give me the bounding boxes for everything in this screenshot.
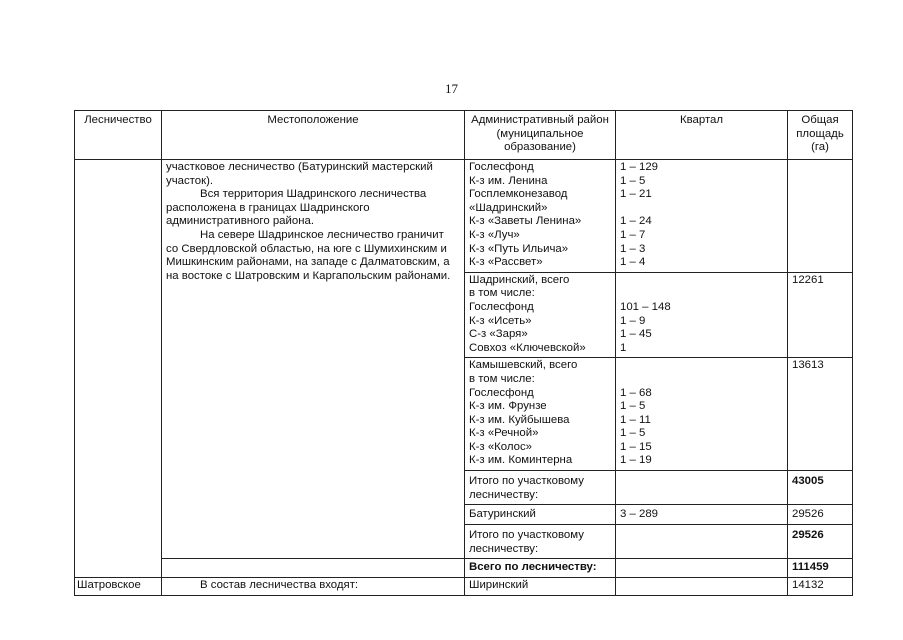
subtotal-area: 29526 — [788, 525, 853, 559]
quarter-item: 1 – 129 — [620, 161, 659, 173]
quarter-item: 1 – 4 — [620, 256, 646, 269]
quarter-item: 1 – 9 — [620, 314, 646, 327]
quarter-item: 1 – 21 — [620, 188, 652, 201]
table-row — [75, 160, 853, 273]
quarter-item: 1 – 7 — [620, 228, 646, 241]
quarter-cell — [616, 272, 788, 358]
quarter-item: 1 – 15 — [620, 440, 652, 453]
header-forestry: Лесничество — [75, 111, 162, 160]
quarter-item: 1 – 19 — [620, 454, 652, 467]
forestry-table — [74, 110, 853, 596]
district-item: К-з «Исеть» — [469, 314, 532, 327]
area-cell — [788, 160, 853, 273]
quarter-item — [620, 202, 783, 216]
district-item: К-з «Путь Ильича» — [469, 242, 569, 255]
quarter-cell — [616, 471, 788, 505]
quarter-item: 1 – 24 — [620, 215, 652, 228]
district-item: Гослесфонд — [469, 300, 534, 313]
district-item: К-з им. Коминтерна — [469, 454, 573, 467]
quarter-cell — [616, 160, 788, 273]
quarter-item: 1 – 5 — [620, 427, 646, 440]
area-cell: 12261 — [788, 272, 853, 358]
quarter-item: 101 – 148 — [620, 300, 671, 313]
total-area: 111459 — [788, 559, 853, 578]
district-item: К-з им. Фрунзе — [469, 400, 547, 413]
quarter-item — [620, 274, 783, 288]
area-cell: 14132 — [788, 578, 853, 596]
district-item: К-з им. Ленина — [469, 174, 548, 187]
district-item: Гослесфонд — [469, 386, 534, 399]
district-item: в том числе: — [469, 372, 535, 385]
area-cell: 29526 — [788, 505, 853, 525]
quarter-item — [620, 373, 783, 387]
location-line: На севере Шадринское лесничество граничит — [200, 228, 444, 241]
district-item: К-з «Заветы Ленина» — [469, 215, 582, 228]
location-line: на востоке с Шатровским и Каргапольским районами. — [166, 269, 451, 282]
subtotal-label: Итого по участковому лесничеству: — [465, 471, 616, 505]
forestry-cell: Шатровское — [75, 578, 162, 596]
district-item: Шадринский, всего — [469, 273, 570, 286]
area-cell: 13613 — [788, 358, 853, 471]
header-area: Общая площадь (га) — [788, 111, 853, 160]
subtotal-label: Итого по участковому лесничеству: — [465, 525, 616, 559]
location-line: участок). — [166, 174, 214, 187]
location-cell: В состав лесничества входят: — [162, 578, 465, 596]
subtotal-area: 43005 — [788, 471, 853, 505]
quarter-item: 1 – 3 — [620, 242, 646, 255]
total-label: Всего по лесничеству: — [465, 559, 616, 578]
district-item: Гослесфонд — [469, 161, 534, 173]
district-cell — [465, 160, 616, 273]
district-item: С-з «Заря» — [469, 328, 528, 341]
district-cell: Ширинский — [465, 578, 616, 596]
quarter-item — [620, 359, 783, 373]
table-header-row — [75, 111, 853, 160]
district-item: К-з «Речной» — [469, 427, 539, 440]
district-item: Камышевский, всего — [469, 359, 578, 372]
header-district: Административный район (муниципальное образование) — [465, 111, 616, 160]
district-cell — [465, 272, 616, 358]
location-line: Вся территория Шадринского лесничества — [200, 188, 427, 201]
forestry-cell-empty — [75, 160, 162, 578]
district-cell: Батуринский — [465, 505, 616, 525]
quarter-item: 1 – 5 — [620, 400, 646, 413]
district-item: К-з им. Куйбышева — [469, 413, 570, 426]
location-line: со Свердловской областью, на юге с Шумихинским и — [166, 242, 447, 255]
district-item: К-з «Луч» — [469, 228, 520, 241]
quarter-cell — [616, 525, 788, 559]
quarter-cell — [616, 559, 788, 578]
quarter-cell — [616, 358, 788, 471]
location-line: участковое лесничество (Батуринский мастерский — [166, 161, 433, 173]
quarter-item: 1 – 11 — [620, 413, 651, 426]
quarter-item — [620, 287, 783, 301]
district-item: К-з «Колос» — [469, 440, 533, 453]
district-item: Госплемконезавод — [469, 188, 568, 201]
quarter-item: 1 – 5 — [620, 174, 646, 187]
page-number: 17 — [445, 81, 458, 96]
district-item: в том числе: — [469, 287, 535, 300]
table-row — [75, 578, 853, 596]
location-line: административного района. — [166, 215, 314, 228]
quarter-item: 1 – 68 — [620, 386, 652, 399]
header-location: Местоположение — [162, 111, 465, 160]
district-item: Совхоз «Ключевской» — [469, 341, 586, 354]
quarter-cell — [616, 578, 788, 596]
district-item: «Шадринский» — [469, 201, 548, 214]
district-cell — [465, 358, 616, 471]
location-line: Мишкинским районами, на западе с Далматовским, а — [166, 256, 450, 269]
header-quarter: Квартал — [616, 111, 788, 160]
location-line: расположена в границах Шадринского — [166, 201, 370, 214]
location-cell-empty — [162, 559, 465, 578]
quarter-cell: 3 – 289 — [616, 505, 788, 525]
quarter-item: 1 – 45 — [620, 328, 652, 341]
table-row — [75, 559, 853, 578]
district-item: К-з «Рассвет» — [469, 256, 543, 269]
location-cell — [162, 160, 465, 559]
quarter-item: 1 — [620, 341, 627, 354]
